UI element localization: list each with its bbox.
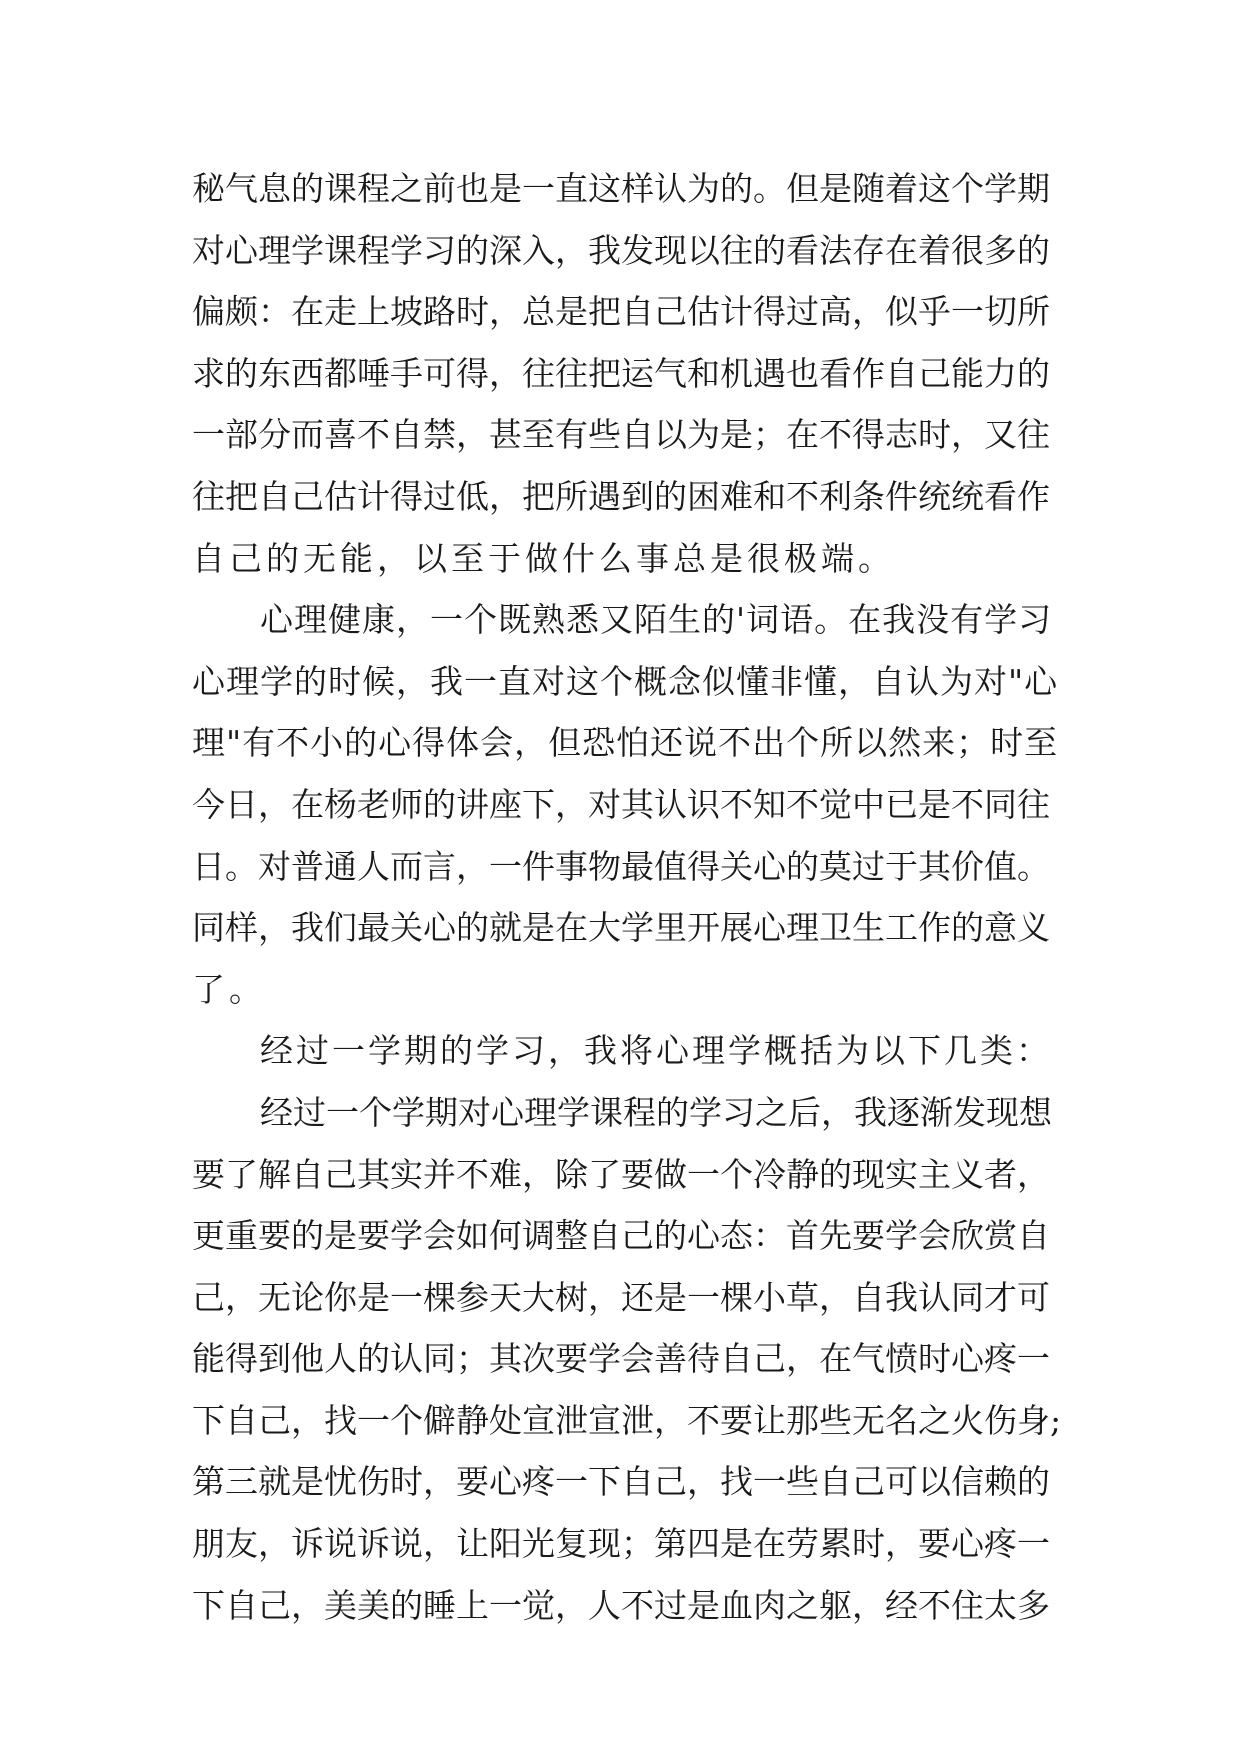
text-line: 己，无论你是一棵参天大树，还是一棵小草，自我认同才可 <box>192 1277 1050 1317</box>
text-line: 理"有不小的心得体会，但恐怕还说不出个所以然来；时至 <box>192 723 1059 763</box>
text-line: 对心理学课程学习的深入，我发现以往的看法存在着很多的 <box>192 230 1050 270</box>
text-line: 一部分而喜不自禁，甚至有些自以为是；在不得志时，又往 <box>192 415 1050 455</box>
text-line: 偏颇：在走上坡路时，总是把自己估计得过高，似乎一切所 <box>192 292 1050 332</box>
text-line: 能得到他人的认同；其次要学会善待自己，在气愤时心疼一 <box>192 1339 1050 1379</box>
text-line: 下自己，美美的睡上一觉，人不过是血肉之躯，经不住太多 <box>192 1585 1050 1625</box>
text-line: 日。对普通人而言，一件事物最值得关心的莫过于其价值。 <box>192 846 1050 886</box>
text-line: 自己的无能，以至于做什么事总是很极端。 <box>192 538 895 578</box>
text-line: 心理学的时候，我一直对这个概念似懂非懂，自认为对"心 <box>192 661 1059 701</box>
text-line: 要了解自己其实并不难，除了要做一个冷静的现实主义者， <box>192 1154 1050 1194</box>
text-line: 往把自己估计得过低，把所遇到的困难和不利条件统统看作 <box>192 476 1050 516</box>
text-line: 同样，我们最关心的就是在大学里开展心理卫生工作的意义 <box>192 908 1050 948</box>
text-line: 朋友，诉说诉说，让阳光复现；第四是在劳累时，要心疼一 <box>192 1524 1050 1564</box>
text-line: 秘气息的课程之前也是一直这样认为的。但是随着这个学期 <box>192 169 1050 208</box>
paragraph-first-line: 心理健康，一个既熟悉又陌生的'词语。在我没有学习 <box>260 600 1053 640</box>
text-line: 了。 <box>192 969 266 1009</box>
paragraph-first-line: 经过一个学期对心理学课程的学习之后，我逐渐发现想 <box>260 1092 1052 1132</box>
paragraph-first-line: 经过一学期的学习，我将心理学概括为以下几类： <box>260 1031 1052 1071</box>
text-line: 今日，在杨老师的讲座下，对其认识不知不觉中已是不同往 <box>192 784 1050 824</box>
text-line: 求的东西都唾手可得，往往把运气和机遇也看作自己能力的 <box>192 353 1050 393</box>
text-line: 下自己，找一个僻静处宣泄宣泄，不要让那些无名之火伤身; <box>192 1400 1062 1440</box>
text-line: 第三就是忧伤时，要心疼一下自己，找一些自己可以信赖的 <box>192 1462 1050 1502</box>
text-line: 更重要的是要学会如何调整自己的心态：首先要学会欣赏自 <box>192 1216 1050 1256</box>
body-text <box>192 158 1062 1636</box>
